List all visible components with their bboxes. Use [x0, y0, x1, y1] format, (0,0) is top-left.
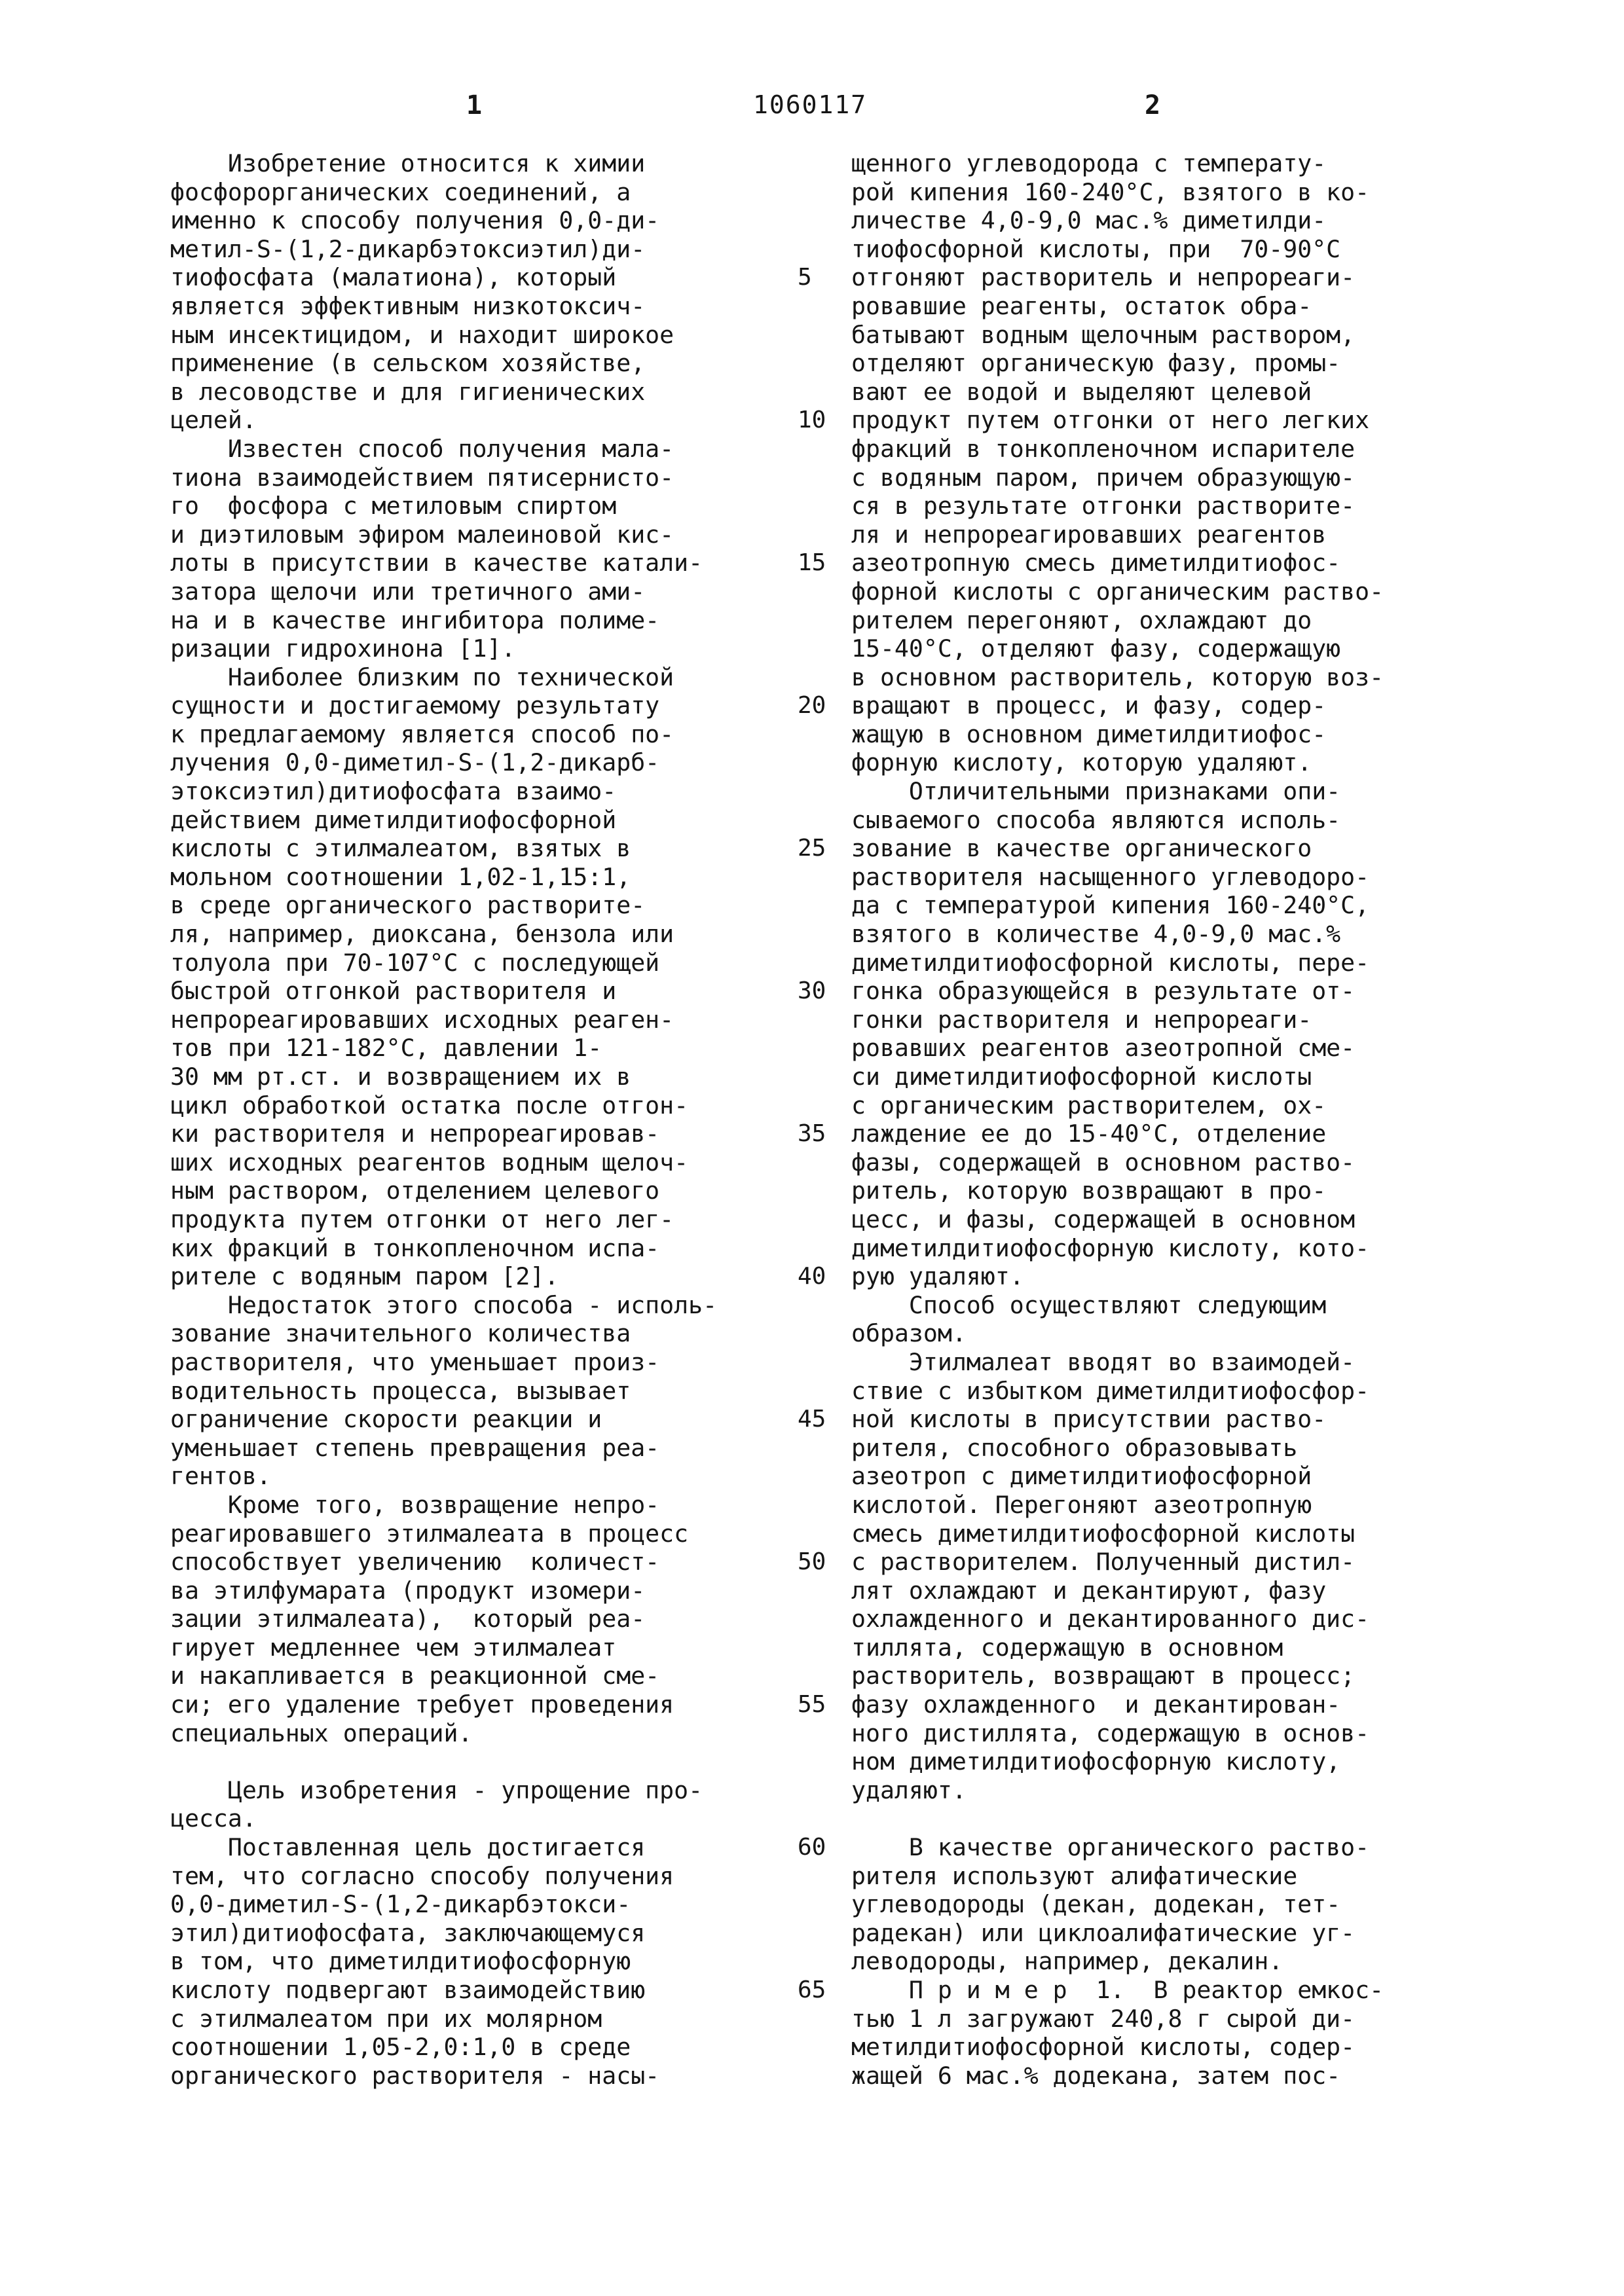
text-line: Способ осуществляют следующим: [851, 1290, 1327, 1319]
text-column-right: [851, 149, 1467, 2090]
text-line: ного дистиллята, содержащую в основ-: [851, 1719, 1370, 1747]
text-line: ших исходных реагентов водным щелоч-: [170, 1148, 689, 1176]
text-line: лучения 0,0-диметил-S-(1,2-дикарб-: [170, 748, 660, 777]
margin-line-number: 60: [798, 1834, 826, 1861]
text-line: ля, например, диоксана, бензола или: [170, 920, 674, 949]
text-line: батывают водным щелочным раствором,: [851, 320, 1356, 349]
text-line: ограничение скорости реакции и: [170, 1405, 602, 1434]
text-line: ся в результате отгонки растворите-: [851, 492, 1356, 520]
text-line: и накапливается в реакционной сме-: [170, 1662, 660, 1690]
text-line: именно к способу получения 0,0-ди-: [170, 206, 660, 235]
text-line: 15-40°С, отделяют фазу, содержащую: [851, 634, 1341, 663]
text-line: продукта путем отгонки от него лег-: [170, 1205, 674, 1233]
text-line: вают ее водой и выделяют целевой: [851, 377, 1312, 406]
text-line: азеотроп с диметилдитиофосфорной: [851, 1462, 1312, 1491]
text-line: смесь диметилдитиофосфорной кислоты: [851, 1519, 1356, 1548]
text-line: является эффективным низкотоксич-: [170, 291, 646, 320]
text-line: быстрой отгонкой растворителя и: [170, 977, 617, 1006]
text-line: форную кислоту, которую удаляют.: [851, 748, 1312, 777]
text-line: ном диметилдитиофосфорную кислоту,: [851, 1747, 1341, 1776]
text-line: Отличительными признаками опи-: [851, 777, 1341, 806]
text-line: рителя используют алифатические: [851, 1861, 1298, 1890]
text-line: тем, что согласно способу получения: [170, 1861, 674, 1890]
margin-line-number: 25: [798, 835, 826, 862]
margin-line-number: 55: [798, 1691, 826, 1719]
page-number-right: 2: [1145, 90, 1161, 120]
text-line: си; его удаление требует проведения: [170, 1690, 674, 1719]
text-line: реагировавшего этилмалеата в процесс: [170, 1519, 689, 1548]
text-line: специальных операций.: [170, 1719, 473, 1747]
text-line: углеводороды (декан, додекан, тет-: [851, 1890, 1341, 1919]
text-line: форной кислоты с органическим раство-: [851, 577, 1384, 606]
text-line: 30 мм рт.ст. и возвращением их в: [170, 1063, 631, 1091]
text-line: удаляют.: [851, 1776, 967, 1804]
text-line: ровавших реагентов азеотропной сме-: [851, 1034, 1356, 1063]
text-line: ва этилфумарата (продукт изомери-: [170, 1576, 646, 1605]
text-line: Недостаток этого способа - исполь-: [170, 1290, 718, 1319]
text-line: цесс, и фазы, содержащей в основном: [851, 1205, 1356, 1233]
text-line: растворителя насыщенного углеводоро-: [851, 862, 1370, 891]
text-line: азеотропную смесь диметилдитиофос-: [851, 549, 1341, 577]
text-line: с растворителем. Полученный дистил-: [851, 1548, 1356, 1576]
text-line: метилдитиофосфорной кислоты, содер-: [851, 2033, 1356, 2062]
text-line: ля и непрореагировавших реагентов: [851, 520, 1327, 549]
text-line: диметилдитиофосфорной кислоты, пере-: [851, 948, 1370, 977]
text-line: фазы, содержащей в основном раство-: [851, 1148, 1356, 1176]
margin-line-number: 5: [798, 264, 812, 291]
margin-line-number: 15: [798, 549, 826, 577]
text-line: лаждение ее до 15-40°С, отделение: [851, 1120, 1327, 1148]
text-line: зование в качестве органического: [851, 834, 1312, 863]
text-line: ствие с избытком диметилдитиофосфор-: [851, 1376, 1370, 1405]
margin-line-number: 45: [798, 1406, 826, 1433]
text-line: да с температурой кипения 160-240°С,: [851, 891, 1370, 920]
margin-line-number: 40: [798, 1263, 826, 1290]
text-line: гонка образующейся в результате от-: [851, 977, 1356, 1006]
page-number-left: 1: [466, 90, 483, 120]
text-column-left: [170, 149, 779, 2090]
text-line: образом.: [851, 1319, 967, 1348]
text-line: этоксиэтил)дитиофосфата взаимо-: [170, 777, 617, 806]
text-line: жащей 6 мас.% додекана, затем пос-: [851, 2061, 1341, 2090]
text-line: непрореагировавших исходных реаген-: [170, 1005, 674, 1034]
text-line: органического растворителя - насы-: [170, 2061, 660, 2090]
text-line: Поставленная цель достигается: [170, 1833, 646, 1862]
text-line: и диэтиловым эфиром малеиновой кис-: [170, 520, 674, 549]
text-line: затора щелочи или третичного ами-: [170, 577, 646, 606]
text-line: диметилдитиофосфорную кислоту, кото-: [851, 1233, 1370, 1262]
text-line: водительность процесса, вызывает: [170, 1376, 631, 1405]
margin-line-number: 20: [798, 692, 826, 720]
text-line: ной кислоты в присутствии раство-: [851, 1405, 1327, 1434]
text-line: фосфорорганических соединений, а: [170, 177, 631, 206]
text-line: щенного углеводорода с температу-: [851, 149, 1327, 177]
margin-line-number: 50: [798, 1548, 826, 1576]
text-line: с этилмалеатом при их молярном: [170, 2004, 602, 2033]
text-line: Цель изобретения - упрощение про-: [170, 1776, 703, 1804]
text-line: леводороды, например, декалин.: [851, 1947, 1283, 1976]
text-line: тиона взаимодействием пятисернисто-: [170, 463, 674, 492]
text-line: ным раствором, отделением целевого: [170, 1176, 660, 1205]
text-line: ризации гидрохинона [1].: [170, 634, 516, 663]
text-line: этил)дитиофосфата, заключающемуся: [170, 1918, 646, 1947]
text-line: рой кипения 160-240°С, взятого в ко-: [851, 177, 1370, 206]
text-line: Этилмалеат вводят во взаимодей-: [851, 1347, 1356, 1376]
text-line: зации этилмалеата), который реа-: [170, 1605, 646, 1633]
text-line: вращают в процесс, и фазу, содер-: [851, 691, 1327, 720]
text-line: Наиболее близким по технической: [170, 663, 674, 691]
text-line: толуола при 70-107°С с последующей: [170, 948, 660, 977]
margin-line-number: 35: [798, 1120, 826, 1148]
text-line: с водяным паром, причем образующую-: [851, 463, 1356, 492]
text-line: на и в качестве ингибитора полиме-: [170, 606, 660, 634]
text-line: си диметилдитиофосфорной кислоты: [851, 1063, 1312, 1091]
text-line: к предлагаемому является способ по-: [170, 720, 674, 748]
text-line: цикл обработкой остатка после отгон-: [170, 1091, 689, 1120]
text-line: тью 1 л загружают 240,8 г сырой ди-: [851, 2004, 1356, 2033]
text-line: цесса.: [170, 1804, 257, 1833]
text-line: сущности и достигаемому результату: [170, 691, 660, 720]
text-line: тов при 121-182°С, давлении 1-: [170, 1034, 602, 1063]
text-line: личестве 4,0-9,0 мас.% диметилди-: [851, 206, 1327, 235]
text-line: метил-S-(1,2-дикарбэтоксиэтил)ди-: [170, 234, 646, 263]
text-line: целей.: [170, 406, 257, 435]
text-line: гирует медленнее чем этилмалеат: [170, 1633, 617, 1662]
margin-line-number: 30: [798, 977, 826, 1005]
text-line: Кроме того, возвращение непро-: [170, 1490, 660, 1519]
text-line: отгоняют растворитель и непрореаги-: [851, 263, 1356, 292]
text-line: лоты в присутствии в качестве катали-: [170, 549, 703, 577]
text-line: действием диметилдитиофосфорной: [170, 805, 617, 834]
margin-line-number: 10: [798, 407, 826, 434]
text-line: с органическим растворителем, ох-: [851, 1091, 1327, 1120]
text-line: [851, 1804, 1467, 1833]
text-line: ки растворителя и непрореагировав-: [170, 1120, 660, 1148]
text-line: Изобретение относится к химии: [170, 149, 646, 177]
text-line: растворитель, возвращают в процесс;: [851, 1662, 1356, 1690]
text-line: фазу охлажденного и декантирован-: [851, 1690, 1341, 1719]
text-line: взятого в количестве 4,0-9,0 мас.%: [851, 920, 1341, 949]
patent-number: 1060117: [753, 90, 868, 119]
text-line: способствует увеличению количест-: [170, 1548, 660, 1576]
text-line: гентов.: [170, 1462, 271, 1491]
text-line: в основном растворитель, которую воз-: [851, 663, 1384, 691]
text-line: мольном соотношении 1,02-1,15:1,: [170, 862, 631, 891]
text-line: рителе с водяным паром [2].: [170, 1262, 559, 1291]
margin-line-number: 65: [798, 1977, 826, 2004]
text-line: го фосфора с метиловым спиртом: [170, 492, 617, 520]
text-line: [170, 1747, 779, 1776]
text-line: в том, что диметилдитиофосфорную: [170, 1947, 631, 1976]
text-line: лят охлаждают и декантируют, фазу: [851, 1576, 1327, 1605]
text-line: радекан) или циклоалифатические уг-: [851, 1918, 1356, 1947]
text-line: применение (в сельском хозяйстве,: [170, 349, 646, 378]
text-line: Известен способ получения мала-: [170, 434, 674, 463]
text-line: охлажденного и декантированного дис-: [851, 1605, 1370, 1633]
text-line: ным инсектицидом, и находит широкое: [170, 320, 674, 349]
text-line: тиофосфорной кислоты, при 70-90°С: [851, 234, 1341, 263]
text-line: фракций в тонкопленочном испарителе: [851, 434, 1356, 463]
text-line: кислоту подвергают взаимодействию: [170, 1976, 646, 2004]
text-line: растворителя, что уменьшает произ-: [170, 1347, 660, 1376]
text-line: 0,0-диметил-S-(1,2-дикарбэтокси-: [170, 1890, 631, 1919]
text-line: отделяют органическую фазу, промы-: [851, 349, 1341, 378]
text-line: сываемого способа являются исполь-: [851, 805, 1341, 834]
text-line: рителя, способного образовывать: [851, 1433, 1298, 1462]
text-line: соотношении 1,05-2,0:1,0 в среде: [170, 2033, 631, 2062]
text-line: тиофосфата (малатиона), который: [170, 263, 617, 292]
text-line: П р и м е р 1. В реактор емкос-: [851, 1976, 1384, 2004]
text-line: жащую в основном диметилдитиофос-: [851, 720, 1327, 748]
text-line: гонки растворителя и непрореаги-: [851, 1005, 1312, 1034]
text-line: кислоты с этилмалеатом, взятых в: [170, 834, 631, 863]
text-line: в лесоводстве и для гигиенических: [170, 377, 646, 406]
text-line: рую удаляют.: [851, 1262, 1024, 1291]
text-line: ких фракций в тонкопленочном испа-: [170, 1233, 660, 1262]
text-line: тиллята, содержащую в основном: [851, 1633, 1283, 1662]
text-line: ритель, которую возвращают в про-: [851, 1176, 1327, 1205]
text-line: В качестве органического раство-: [851, 1833, 1370, 1862]
text-line: в среде органического растворите-: [170, 891, 646, 920]
text-line: уменьшает степень превращения реа-: [170, 1433, 660, 1462]
text-line: ровавшие реагенты, остаток обра-: [851, 291, 1312, 320]
text-line: продукт путем отгонки от него легких: [851, 406, 1370, 435]
text-line: кислотой. Перегоняют азеотропную: [851, 1490, 1312, 1519]
text-line: зование значительного количества: [170, 1319, 631, 1348]
text-line: рителем перегоняют, охлаждают до: [851, 606, 1312, 634]
